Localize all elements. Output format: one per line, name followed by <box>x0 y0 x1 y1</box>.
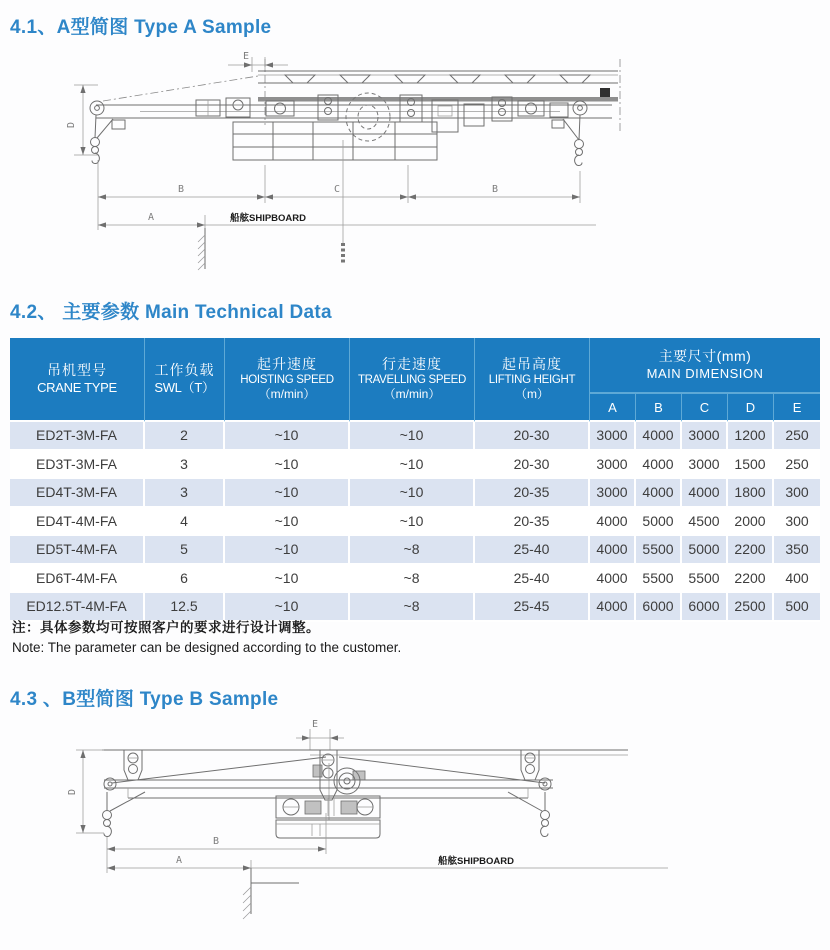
dim-label-a: A <box>176 855 183 866</box>
dim-bcb <box>98 160 580 230</box>
crane-type-cell: ED6T-4M-FA <box>10 565 145 594</box>
container-frame <box>276 820 380 838</box>
main-technical-data-table <box>10 338 820 622</box>
table-cell: ~10 <box>225 422 350 451</box>
table-cell: 1800 <box>728 479 774 508</box>
table-cell: ~8 <box>350 536 475 565</box>
table-row <box>10 479 820 508</box>
table-cell: ~8 <box>350 565 475 594</box>
table-cell: 5500 <box>636 565 682 594</box>
table-cell: 250 <box>774 451 820 480</box>
table-cell: 3000 <box>590 451 636 480</box>
type-a-crane-diagram <box>0 45 830 290</box>
table-cell: 20-30 <box>475 451 590 480</box>
table-cell: 2200 <box>728 536 774 565</box>
table-cell: 25-45 <box>475 593 590 622</box>
table-cell: 1500 <box>728 451 774 480</box>
table-cell: ~10 <box>225 593 350 622</box>
col-header-dim-c: C <box>682 393 728 422</box>
table-cell: 20-35 <box>475 508 590 537</box>
table-cell: ~10 <box>225 536 350 565</box>
table-cell: 300 <box>774 479 820 508</box>
table-cell: 3000 <box>590 479 636 508</box>
table-cell: 12.5 <box>145 593 225 622</box>
table-cell: 20-30 <box>475 422 590 451</box>
table-cell: 25-40 <box>475 536 590 565</box>
col-header-lifting-height: 起吊高度 LIFTING HEIGHT （m） <box>475 338 590 422</box>
table-cell: 5500 <box>682 565 728 594</box>
right-support-hook <box>508 778 551 837</box>
table-cell: 2200 <box>728 565 774 594</box>
table-cell: 6 <box>145 565 225 594</box>
table-cell: 5000 <box>682 536 728 565</box>
crane-type-cell: ED5T-4M-FA <box>10 536 145 565</box>
table-cell: ~10 <box>350 451 475 480</box>
col-header-main-dimension: 主要尺寸(mm) MAIN DIMENSION <box>590 338 820 393</box>
table-row <box>10 536 820 565</box>
crane-type-cell: ED4T-3M-FA <box>10 479 145 508</box>
table-cell: ~10 <box>350 422 475 451</box>
section-title-technical-data: 4.2、 主要参数 Main Technical Data <box>10 302 332 323</box>
col-header-dim-d: D <box>728 393 774 422</box>
trolley <box>276 796 380 818</box>
table-cell: 3 <box>145 451 225 480</box>
col-header-swl: 工作负载 SWL（T） <box>145 338 225 422</box>
right-hanger <box>521 750 539 780</box>
table-row <box>10 508 820 537</box>
table-cell: 6000 <box>682 593 728 622</box>
table-cell: 5 <box>145 536 225 565</box>
left-support-hook <box>90 101 125 164</box>
col-header-dim-b: B <box>636 393 682 422</box>
table-cell: 2000 <box>728 508 774 537</box>
table-cell: 6000 <box>636 593 682 622</box>
platform-grid <box>233 122 437 160</box>
table-cell: 4000 <box>590 593 636 622</box>
dim-d <box>66 85 98 155</box>
left-hanger <box>124 750 142 780</box>
crane-beam <box>104 780 553 798</box>
col-header-dim-e: E <box>774 393 820 422</box>
table-cell: 4000 <box>636 451 682 480</box>
table-cell: 4500 <box>682 508 728 537</box>
table-cell: ~10 <box>225 451 350 480</box>
table-row <box>10 451 820 480</box>
table-cell: 4000 <box>682 479 728 508</box>
dim-a-shipboard <box>98 212 596 270</box>
table-cell: 400 <box>774 565 820 594</box>
table-cell: ~10 <box>225 508 350 537</box>
table-cell: ~10 <box>225 479 350 508</box>
note-zh: 注：具体参数均可按照客户的要求进行设计调整。 <box>12 620 320 635</box>
note-en: Note: The parameter can be designed according to the customer. <box>12 639 402 655</box>
dim-label-a: A <box>148 212 155 223</box>
table-cell: 4000 <box>590 536 636 565</box>
dim-label-b: B <box>213 836 220 847</box>
col-header-crane-type: 吊机型号 CRANE TYPE <box>10 338 145 422</box>
table-cell: 500 <box>774 593 820 622</box>
dim-label-e: E <box>243 51 250 62</box>
crane-type-cell: ED2T-3M-FA <box>10 422 145 451</box>
table-cell: 4000 <box>636 479 682 508</box>
dim-label-c: C <box>334 184 341 195</box>
table-cell: ~10 <box>350 508 475 537</box>
table-cell: 4000 <box>590 508 636 537</box>
right-support-hook <box>552 101 587 166</box>
table-cell: 300 <box>774 508 820 537</box>
table-cell: 4000 <box>590 565 636 594</box>
table-cell: 5500 <box>636 536 682 565</box>
table-cell: 25-40 <box>475 565 590 594</box>
dim-label-d: D <box>66 121 77 129</box>
table-cell: 4000 <box>636 422 682 451</box>
col-header-hoisting-speed: 起升速度 HOISTING SPEED （m/min） <box>225 338 350 422</box>
table-row <box>10 565 820 594</box>
table-cell: 20-35 <box>475 479 590 508</box>
col-header-dim-a: A <box>590 393 636 422</box>
table-cell: 3000 <box>682 422 728 451</box>
dim-b <box>107 813 326 873</box>
table-cell: ~10 <box>350 479 475 508</box>
table-cell: 250 <box>774 422 820 451</box>
dim-label-b-left: B <box>178 184 185 195</box>
table-cell: ~8 <box>350 593 475 622</box>
table-cell: 3000 <box>590 422 636 451</box>
table-row <box>10 422 820 451</box>
table-cell: 350 <box>774 536 820 565</box>
section-title-type-a: 4.1、A型简图 Type A Sample <box>10 17 272 38</box>
table-cell: 3000 <box>682 451 728 480</box>
section-title-type-b: 4.3 、B型简图 Type B Sample <box>10 689 279 710</box>
left-support-hook <box>103 778 146 837</box>
table-notes <box>12 618 401 657</box>
dim-label-d: D <box>67 788 78 796</box>
table-cell: 5000 <box>636 508 682 537</box>
ship-deck <box>258 71 618 102</box>
col-header-travelling-speed: 行走速度 TRAVELLING SPEED （m/min） <box>350 338 475 422</box>
table-cell: ~10 <box>225 565 350 594</box>
crane-type-cell: ED4T-4M-FA <box>10 508 145 537</box>
crane-type-cell: ED12.5T-4M-FA <box>10 593 145 622</box>
table-cell: 2500 <box>728 593 774 622</box>
table-cell: 2 <box>145 422 225 451</box>
table-cell: 4 <box>145 508 225 537</box>
dim-label-b-right: B <box>492 184 499 195</box>
crane-type-cell: ED3T-3M-FA <box>10 451 145 480</box>
type-b-crane-diagram <box>0 713 830 950</box>
shipboard-label: 船舷SHIPBOARD <box>230 213 307 224</box>
table-cell: 3 <box>145 479 225 508</box>
dim-label-e: E <box>312 719 319 730</box>
dim-a-shipboard <box>107 855 668 919</box>
table-cell: 1200 <box>728 422 774 451</box>
shipboard-label: 船舷SHIPBOARD <box>438 856 515 867</box>
dim-d <box>67 750 104 833</box>
